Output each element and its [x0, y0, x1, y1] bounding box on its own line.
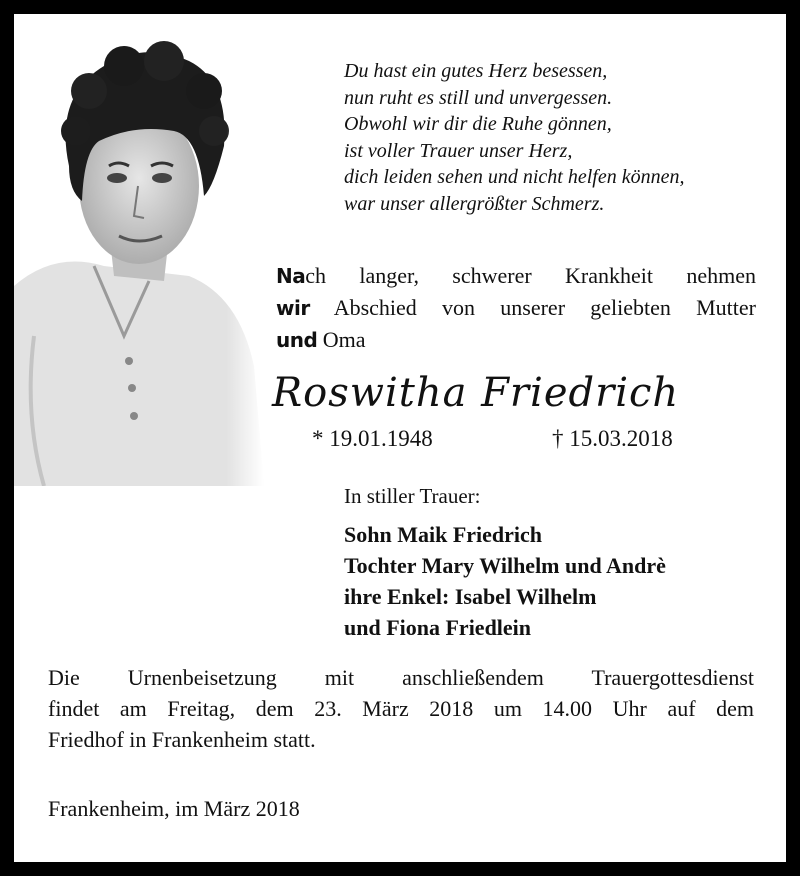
mourner-name: Sohn Maik Friedrich	[344, 522, 543, 547]
place-date-signoff: Frankenheim, im März 2018	[48, 796, 300, 821]
intro-text	[276, 260, 756, 356]
mourners-list	[344, 519, 666, 643]
funeral-line: Friedhof in Frankenheim statt.	[48, 727, 316, 752]
birth-date: * 19.01.1948	[312, 426, 433, 451]
obituary-card	[14, 14, 786, 862]
intro-initial: wir	[276, 296, 310, 320]
poem-line: Obwohl wir dir die Ruhe gönnen,	[344, 113, 612, 135]
poem-line: dich leiden sehen und nicht helfen können,	[344, 166, 685, 188]
intro-line	[276, 292, 756, 324]
mourner-name: und Fiona Friedlein	[344, 615, 532, 640]
intro-initial: und	[276, 328, 318, 352]
mourning-label: In stiller Trauer:	[344, 484, 481, 508]
mourner-name: ihre Enkel: Isabel Wilhelm	[344, 584, 597, 609]
intro-line	[276, 260, 756, 292]
intro-text-part: Oma	[317, 327, 366, 352]
intro-initial: Na	[276, 264, 306, 288]
death-date: † 15.03.2018	[552, 426, 673, 451]
intro-line	[276, 324, 756, 356]
poem-line: ist voller Trauer unser Herz,	[344, 139, 573, 162]
mourner-name: Tochter Mary Wilhelm und Andrè	[344, 553, 666, 578]
funeral-line: Die Urnenbeisetzung mit anschließendem Trauergottesdienst	[48, 665, 754, 690]
funeral-line: findet am Freitag, dem 23. März 2018 um 14.00 Uhr auf dem	[48, 696, 754, 721]
poem-line: nun ruht es still und unvergessen.	[344, 86, 613, 109]
poem-line: war unser allergrößter Schmerz.	[344, 192, 605, 215]
deceased-name: Roswitha Friedrich	[272, 370, 680, 416]
intro-text-part: ch langer, schwerer Krankheit nehmen	[305, 263, 756, 288]
poem-line: Du hast ein gutes Herz besessen,	[344, 60, 608, 82]
poem-verse	[344, 58, 774, 217]
funeral-notice	[48, 662, 754, 755]
intro-text-part: Abschied von unserer geliebten Mutter	[309, 295, 756, 320]
portrait-photo	[14, 36, 264, 486]
